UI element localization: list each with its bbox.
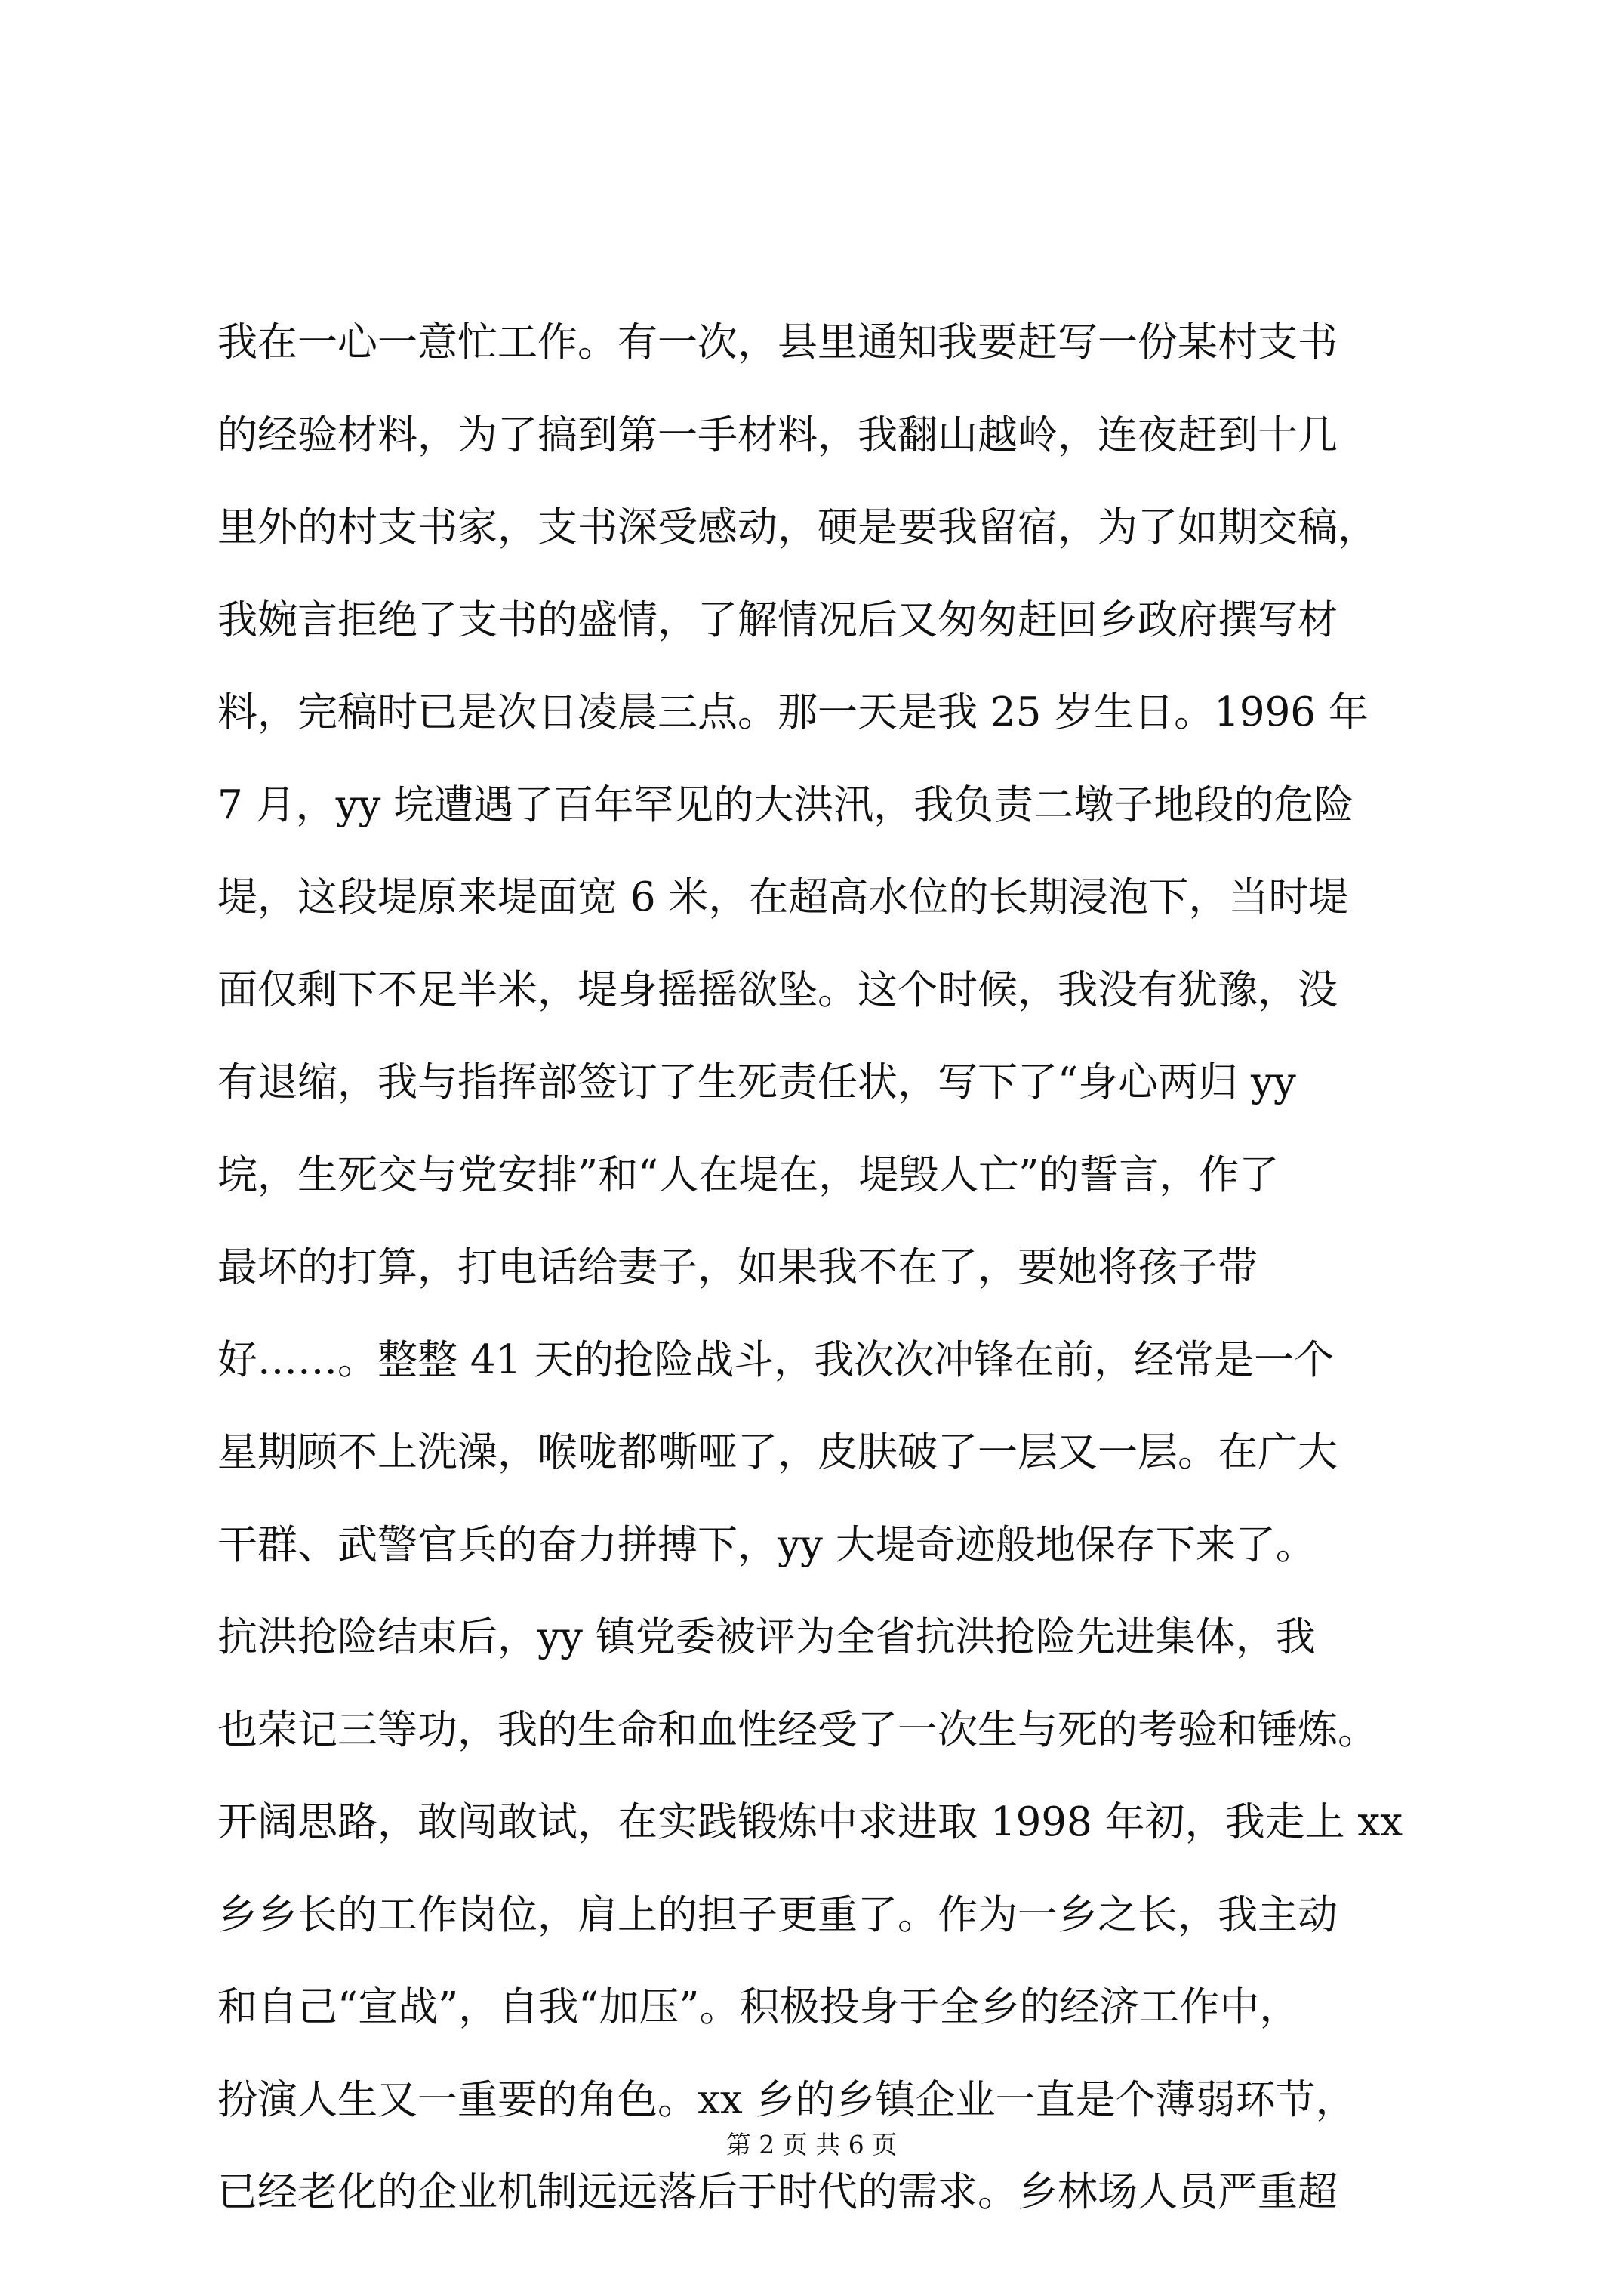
text-line: 我婉言拒绝了支书的盛情，了解情况后又匆匆赶回乡政府撰写材 bbox=[217, 596, 1338, 643]
page-footer bbox=[0, 2126, 1623, 2164]
text-line: 面仅剩下不足半米，堤身摇摇欲坠。这个时候，我没有犹豫，没 bbox=[217, 966, 1338, 1013]
text-line: 干群、武警官兵的奋力拼搏下，yy 大堤奇迹般地保存下来了。 bbox=[217, 1521, 1316, 1568]
text-line: 堤，这段堤原来堤面宽 6 米，在超高水位的长期浸泡下，当时堤 bbox=[217, 874, 1349, 920]
text-line: 料，完稿时已是次日凌晨三点。那一天是我 25 岁生日。1996 年 bbox=[217, 689, 1369, 735]
text-line: 最坏的打算，打电话给妻子，如果我不在了，要她将孩子带 bbox=[217, 1244, 1258, 1290]
text-line: 垸，生死交与党安排”和“人在堤在，堤毁人亡”的誓言，作了 bbox=[217, 1151, 1280, 1198]
text-line: 有退缩，我与指挥部签订了生死责任状，写下了“身心两归 yy bbox=[217, 1059, 1296, 1105]
text-line: 已经老化的企业机制远远落后于时代的需求。乡林场人员严重超 bbox=[217, 2169, 1338, 2215]
text-line: 也荣记三等功，我的生命和血性经受了一次生与死的考验和锤炼。 bbox=[217, 1706, 1378, 1753]
text-line: 扮演人生又一重要的角色。xx 乡的乡镇企业一直是个薄弱环节， bbox=[217, 2076, 1356, 2123]
text-line: 的经验材料，为了搞到第一手材料，我翻山越岭，连夜赶到十几 bbox=[217, 411, 1338, 458]
text-line: 乡乡长的工作岗位，肩上的担子更重了。作为一乡之长，我主动 bbox=[217, 1891, 1338, 1938]
text-line: 好……。整整 41 天的抢险战斗，我次次冲锋在前，经常是一个 bbox=[217, 1336, 1335, 1383]
text-line: 7 月，yy 垸遭遇了百年罕见的大洪汛，我负责二墩子地段的危险 bbox=[217, 781, 1354, 828]
page-indicator: 第 2 页 共 6 页 bbox=[725, 2130, 898, 2159]
body-text bbox=[217, 297, 1425, 2239]
text-line: 星期顾不上洗澡，喉咙都嘶哑了，皮肤破了一层又一层。在广大 bbox=[217, 1429, 1338, 1475]
text-line: 我在一心一意忙工作。有一次，县里通知我要赶写一份某村支书 bbox=[217, 319, 1338, 365]
text-line: 和自己“宣战”，自我“加压”。积极投身于全乡的经济工作中， bbox=[217, 1984, 1300, 2030]
text-line: 抗洪抢险结束后，yy 镇党委被评为全省抗洪抢险先进集体，我 bbox=[217, 1614, 1316, 1660]
text-line: 开阔思路，敢闯敢试，在实践锻炼中求进取 1998 年初，我走上 xx bbox=[217, 1799, 1403, 1845]
text-line: 里外的村支书家，支书深受感动，硬是要我留宿，为了如期交稿， bbox=[217, 504, 1378, 550]
